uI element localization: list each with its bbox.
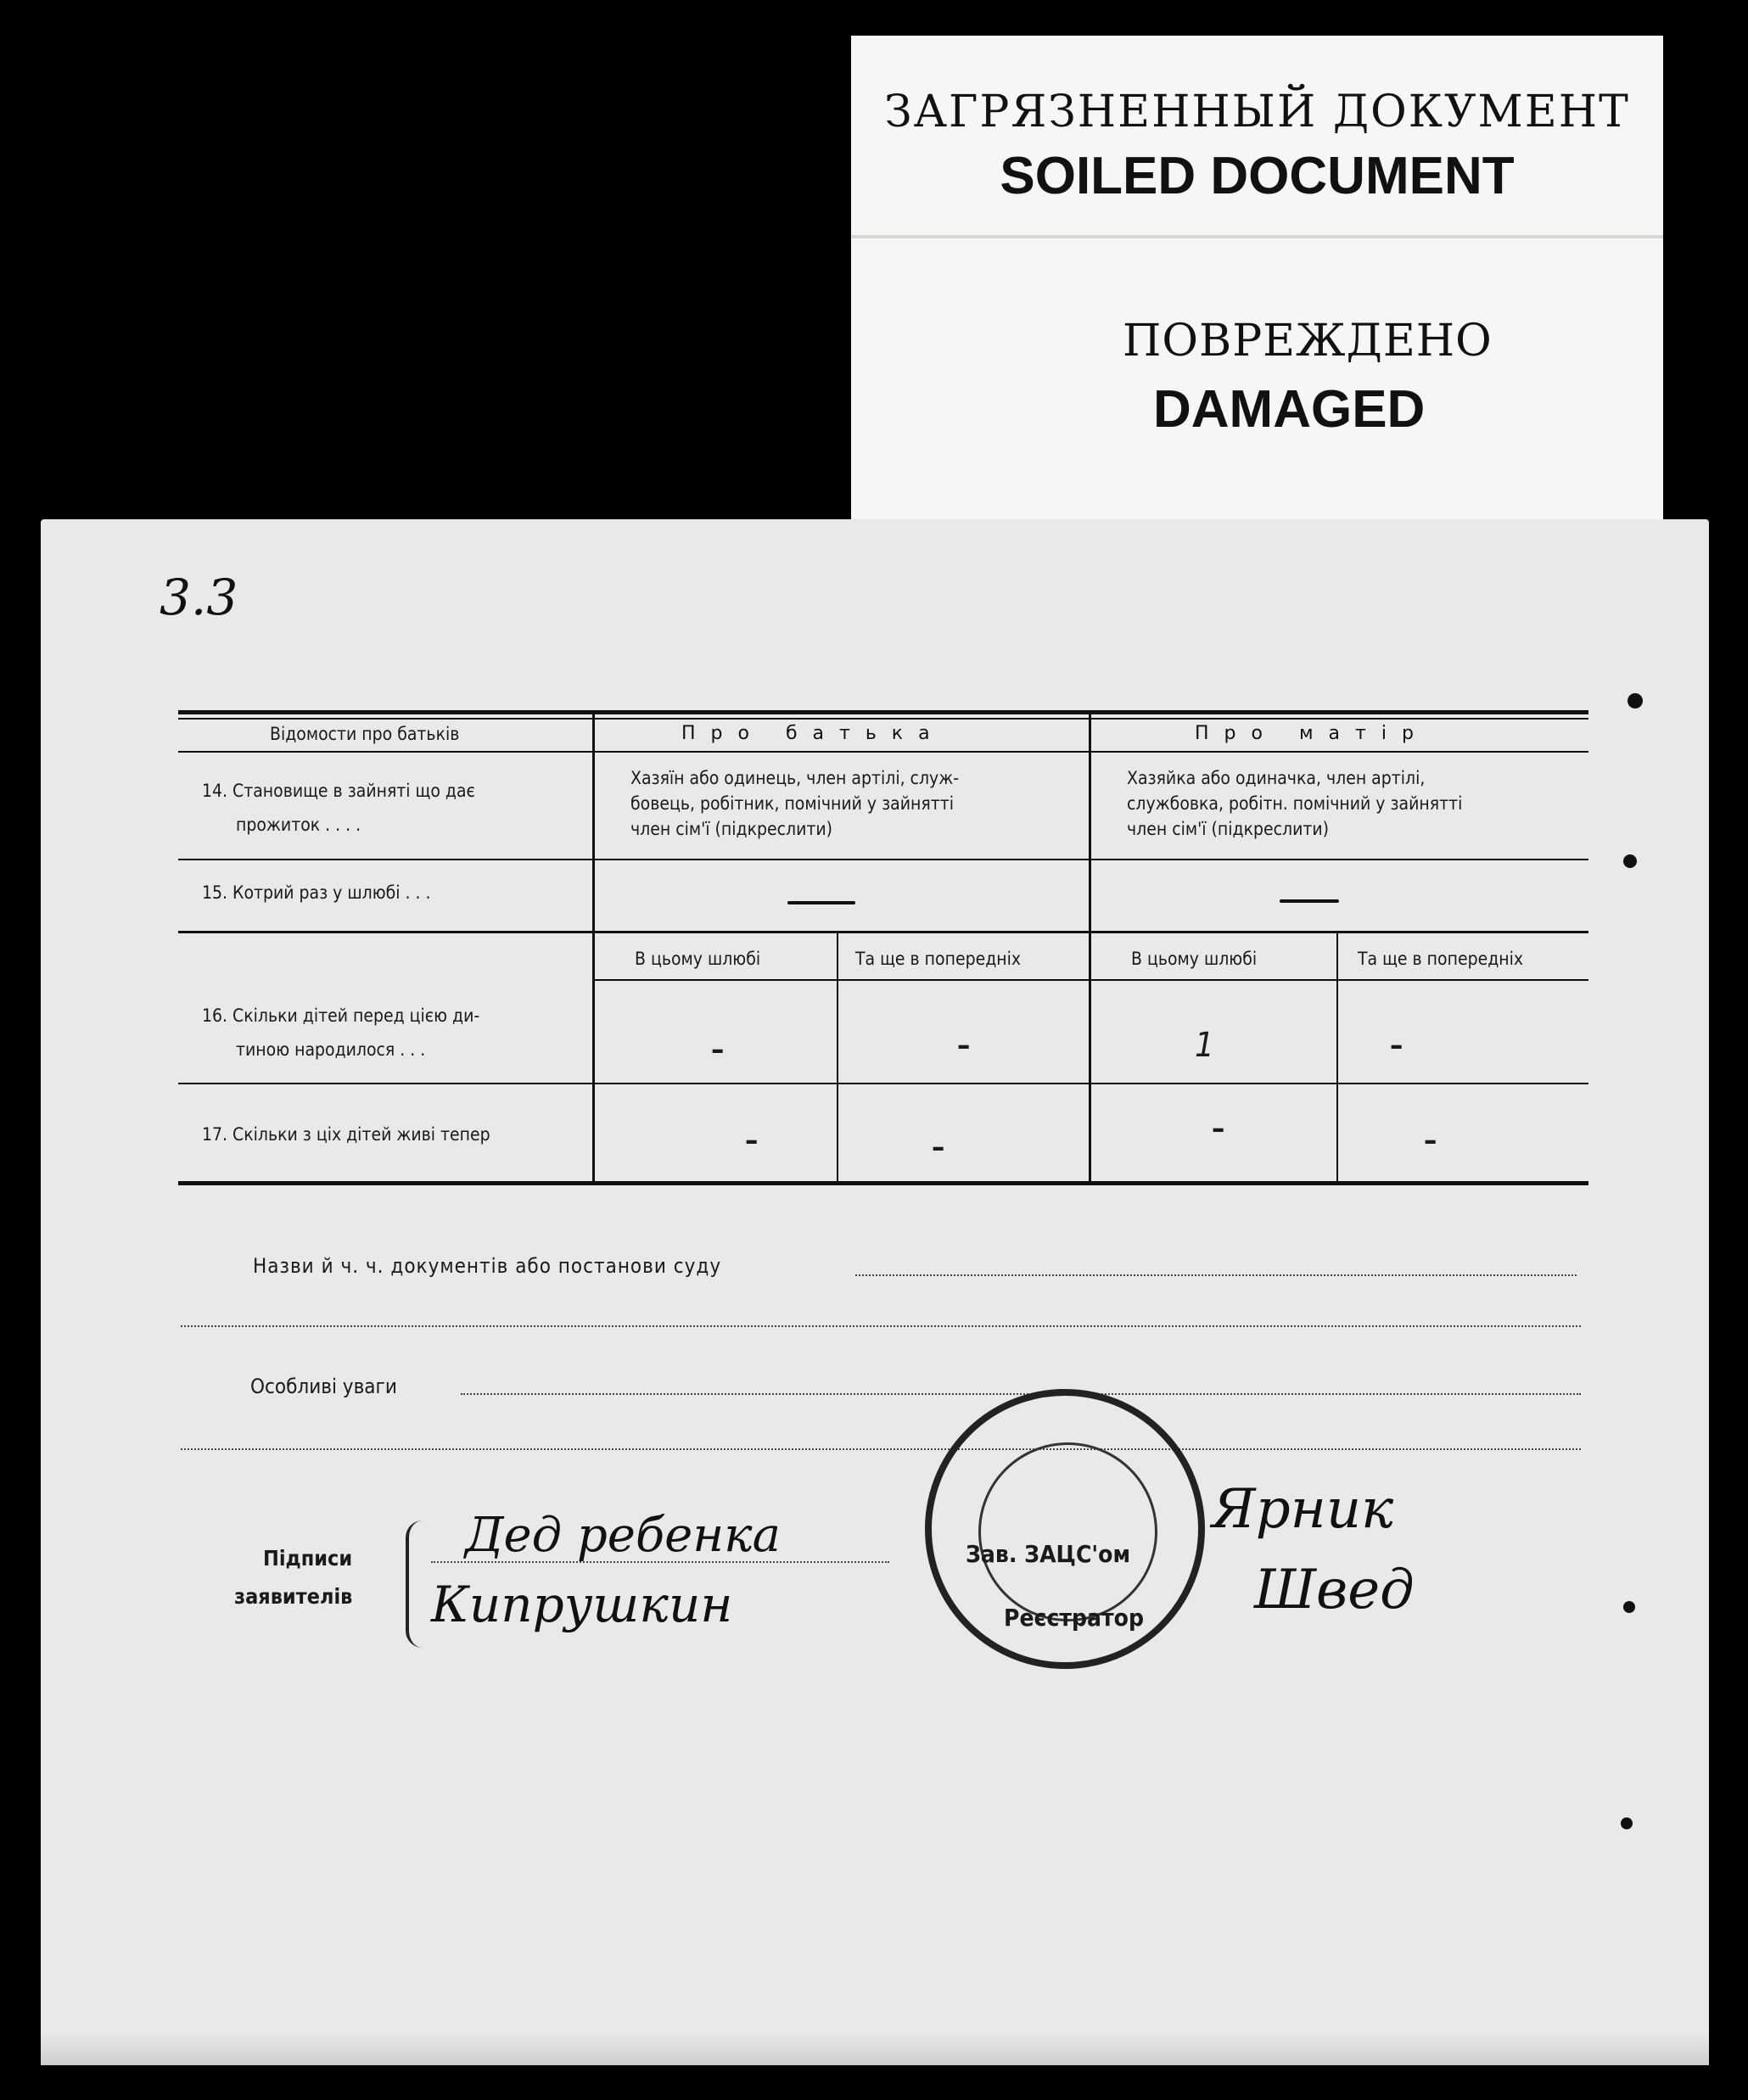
archive-label-card bbox=[851, 36, 1663, 528]
row14-father-text: Хазяїн або одинець, член артілі, служ- бовець, робітник, помічний у зайнятті член сім'ї (підкреслити) bbox=[630, 768, 960, 839]
hole-mark-4 bbox=[1621, 1817, 1633, 1829]
row17-father-this: – bbox=[745, 1123, 759, 1157]
table-top-rule bbox=[178, 710, 1588, 714]
applicant-signature-2: Кипрушкин bbox=[431, 1576, 733, 1633]
damaged-label-en: DAMAGED bbox=[1153, 380, 1426, 439]
document-sheet bbox=[41, 519, 1709, 2065]
notes-line-1 bbox=[461, 1393, 1581, 1395]
documents-label: Назви й ч. ч. документів або постанови суду bbox=[253, 1254, 722, 1278]
header-father: Про батька bbox=[681, 723, 945, 744]
hole-mark-3 bbox=[1623, 1601, 1635, 1613]
subheader-father-this: В цьому шлюбі bbox=[635, 949, 761, 969]
row15-mother-dash bbox=[1280, 899, 1339, 903]
label-fold-line bbox=[851, 235, 1663, 238]
row15-rule bbox=[178, 931, 1588, 933]
row15-father-dash bbox=[787, 901, 855, 904]
col-divider-4 bbox=[1336, 933, 1338, 1183]
applicants-brace bbox=[406, 1520, 426, 1648]
hole-mark-1 bbox=[1628, 693, 1643, 708]
col-divider-2 bbox=[1089, 714, 1091, 1183]
row14-label-b: прожиток . . . . bbox=[236, 815, 361, 835]
row17-mother-prev: – bbox=[1424, 1123, 1437, 1157]
corner-handwritten-note: 3.3 bbox=[160, 568, 238, 626]
row16-mother-prev: – bbox=[1390, 1028, 1403, 1062]
header-mother: Про матір bbox=[1195, 723, 1429, 744]
applicant-line-1 bbox=[431, 1561, 889, 1563]
row16-rule bbox=[178, 1083, 1588, 1084]
soiled-label-ru: ЗАГРЯЗНЕННЫЙ ДОКУМЕНТ bbox=[884, 87, 1630, 137]
row16-mother-this: 1 bbox=[1195, 1026, 1214, 1065]
row15-label: 15. Котрий раз у шлюбі . . . bbox=[202, 882, 431, 903]
stamp-inner-ring bbox=[978, 1442, 1157, 1621]
row14-rule bbox=[178, 859, 1588, 860]
row16-label-b: тиною народилося . . . bbox=[236, 1039, 426, 1060]
header-parents: Відомости про батьків bbox=[270, 724, 460, 744]
documents-line-2 bbox=[181, 1325, 1581, 1327]
official-signature-2: Швед bbox=[1254, 1559, 1415, 1621]
row17-label: 17. Скільки з ціх дітей живі тепер bbox=[202, 1124, 490, 1145]
subheader-father-prev: Та ще в попередніх bbox=[855, 949, 1022, 969]
header-rule bbox=[178, 751, 1588, 753]
row14-mother-text: Хазяйка або одиначка, член артілі, службовка, робітн. помічний у зайнятті член сім'ї (підкреслити) bbox=[1127, 768, 1463, 839]
subheader-rule bbox=[594, 979, 1588, 981]
damaged-label-ru: ПОВРЕЖДЕНО bbox=[1123, 316, 1493, 367]
subheader-mother-prev: Та ще в попередніх bbox=[1358, 949, 1524, 969]
row17-mother-this: – bbox=[1212, 1112, 1225, 1145]
hole-mark-2 bbox=[1623, 854, 1637, 868]
soiled-label-en: SOILED DOCUMENT bbox=[1000, 147, 1515, 205]
applicants-label-2: заявителів bbox=[234, 1584, 353, 1609]
documents-line-1 bbox=[855, 1274, 1577, 1276]
row16-father-prev: – bbox=[957, 1028, 971, 1062]
row16-label-a: 16. Скільки дітей перед цією ди- bbox=[202, 1005, 480, 1026]
row14-label-a: 14. Становище в зайняті що дає bbox=[202, 781, 475, 801]
row17-father-prev: – bbox=[932, 1130, 945, 1164]
zags-label: Зав. ЗАЦС'ом bbox=[966, 1540, 1131, 1568]
col-divider-3 bbox=[837, 933, 838, 1183]
row16-father-this: – bbox=[711, 1033, 725, 1067]
applicant-signature-1: Дед ребенка bbox=[465, 1508, 781, 1563]
notes-line-2 bbox=[181, 1448, 1581, 1450]
applicants-label-1: Підписи bbox=[263, 1546, 353, 1571]
subheader-mother-this: В цьому шлюбі bbox=[1131, 949, 1258, 969]
registrar-label: Реєстратор bbox=[1004, 1604, 1144, 1632]
official-signature-1: Ярник bbox=[1212, 1478, 1394, 1541]
col-divider-1 bbox=[592, 714, 595, 1183]
table-bottom-rule bbox=[178, 1181, 1588, 1185]
notes-label: Особливі уваги bbox=[250, 1375, 397, 1398]
